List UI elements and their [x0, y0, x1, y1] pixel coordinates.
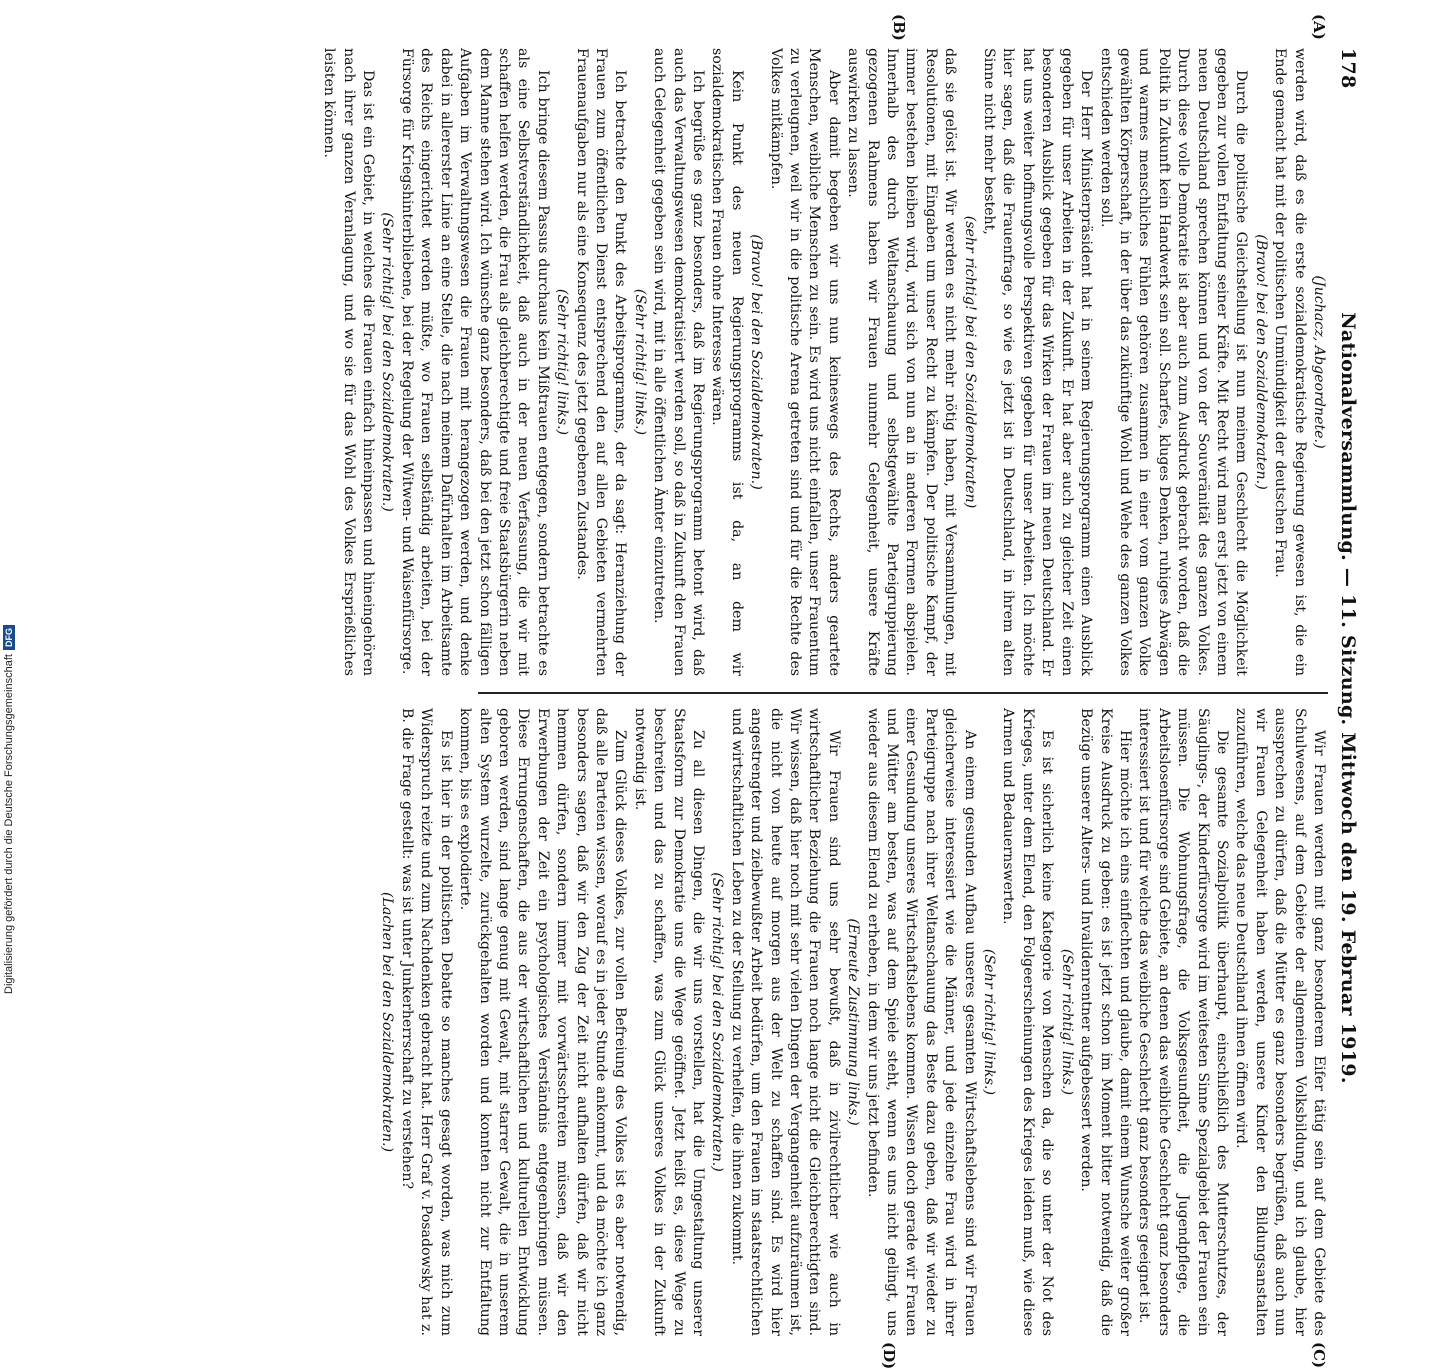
speech-paragraph: Hier möchte ich eins einflechten und glaube, damit einem Wunsche weiter großer Kreise Ausdruck zu geben: es ist jetzt schon im Moment bitter notwendig, daß die Bezüge unserer Alters- und Invalidenrentner aufgebessert werden.: [1078, 708, 1133, 1336]
speech-paragraph: Zu all diesen Dingen, die wir uns vorstellen, hat die Umgestaltung unserer Staatsform zur Demokratie uns die Wege geöffnet. Jetzt heißt es, diese Wege zu beschreiten und das zu schaffen, was zum Glück unseres Volkes in der Zukunft notwendig ist.: [631, 708, 706, 1336]
interjection-note: (Erneute Zustimmung links.): [845, 918, 862, 1126]
interjection-note: (Sehr richtig! links.): [554, 288, 571, 436]
interjection-note: (sehr richtig! bei den Sozialdemokraten): [961, 215, 978, 509]
speech-paragraph: werden wird, daß es die erste sozialdemokratische Regierung gewesen ist, die ein Ende gemacht hat mit der politischen Unmündigkeit der deutschen Frau.: [1272, 48, 1308, 676]
speech-paragraph: Wir Frauen werden mit ganz besonderem Eifer tätig sein auf dem Gebiete des Schulwesens, auf dem Gebiete der allgemeinen Volksbildung, und ich glaube, hier aussprechen zu dürfen, daß die Mütter es ganz besonders begrüßen, daß auch nun wir Frauen Gelegenheit haben werden, unsere Kinder den Bildungsanstalten zuzuführen, welche das neue Deutschland ihnen öffnen wird.: [1233, 708, 1327, 1336]
speech-paragraph: Ich bringe diesem Passus durchaus kein Mißtrauen entgegen, sondern betrachte es als eine Selbstverständlichkeit, daß auch in der neuen Verfassung, die wir mit schaffen helfen werden, die Frau als gleichberechtigte und freie Staatsbürgerin neben dem Manne stehen wird. Ich wünsche ganz besonders, daß bei den jetzt schon fälligen Aufgaben im Verwaltungswesen die Frauen mit herangezogen werden, und denke dabei in allererster Linie an eine Stelle, die nach meinem Dafürhalten im Arbeitsamte des Reichs eingerichtet werden müßte, wo Frauen selbständig arbeiten, bei der Fürsorge für Kriegshinterbliebene, bei der Regelung der Witwen- und Waisenfürsorge.: [398, 48, 551, 676]
margin-marker-c: (C): [1310, 1342, 1328, 1369]
margin-marker-a: (A): [1310, 14, 1328, 40]
margin-marker-d: (D): [880, 1342, 898, 1369]
speech-paragraph: Die gesamte Sozialpolitik überhaupt, einschließlich des Mutterschutzes, der Säuglings-, der Kinderfürsorge wird im weitesten Sinne Spezialgebiet der Frauen sein müssen. Die Wohnungsfrage, die Volksgesundheit, die Jugendpflege, die Arbeitslosenfürsorge sind Gebiete, an denen das weibliche Geschlecht ganz besonders interessiert ist und für welche das weibliche Geschlecht ganz besonders geeignet ist.: [1136, 708, 1230, 1336]
scanned-page-rotated: [321, 14, 1368, 1369]
interjection-note: (Lachen bei den Sozialdemokraten.): [379, 891, 396, 1153]
interjection-note: (Sehr richtig! bei den Sozialdemokraten.): [379, 212, 396, 512]
interjection-note: (Sehr richtig! links.): [1058, 948, 1075, 1096]
left-column: [321, 48, 1328, 676]
interjection-note: (Bravo! bei den Sozialdemokraten.): [1252, 234, 1269, 490]
speech-paragraph: Aber damit begeben wir uns nun keineswegs des Rechts, anders geartete Menschen, weibliche Menschen zu sein. Es wird uns nicht einfallen, unser Frauentum zu verleugnen, weil wir in die politische Arena getreten sind und für die Rechte des Volkes mitkämpfen.: [767, 48, 842, 676]
speech-paragraph: Durch die politische Gleichstellung ist nun meinem Geschlecht die Möglichkeit gegeben zur vollen Entfaltung seiner Kräfte. Mit Recht wird man erst jetzt von einem neuen Deutschland sprechen können und von der Souveränität des ganzen Volkes. Durch diese volle Demokratie ist aber auch zum Ausdruck gebracht worden, daß die Politik in Zukunft kein Handwerk sein soll. Scharfes, kluges Denken, ruhiges Abwägen und warmes menschliches Fühlen gehören zusammen in einer vom ganzen Volke gewählten Körperschaft, in der über das zukünftige Wohl und Wehe des ganzen Volkes entschieden werden soll.: [1097, 48, 1250, 676]
document-page: [321, 14, 1368, 1369]
speech-paragraph: Das ist ein Gebiet, in welches die Frauen einfach hineinpassen und hineingehören nach ihrer ganzen Veranlagung, und wo sie für das Wohl des Volkes Ersprießliches leisten können.: [321, 48, 377, 676]
column-divider: [478, 692, 1328, 694]
speech-paragraph: Kein Punkt des neuen Regierungsprogramms ist da, an dem wir sozialdemokratischen Frauen ohne Interesse wären.: [709, 48, 745, 676]
interjection-note: (Juchacz, Abgeordnete.): [1311, 275, 1327, 449]
speech-paragraph: An einem gesunden Aufbau unseres gesamten Wirtschaftslebens sind wir Frauen gleicherweise interessiert wie die Männer, und jede einzelne Frau wird in ihrer Parteigruppe nach ihrer Weltanschauung das Beste dazu geben, daß wir wieder zu einer Gesundung unseres Wirtschaftslebens kommen. Wissen doch gerade wir Frauen und Mütter am besten, was auf dem Spiele steht, wenn es uns nicht gelingt, uns wieder aus diesem Elend zu erheben, in dem wir uns jetzt befinden.: [864, 708, 978, 1336]
right-column: [379, 708, 1328, 1336]
interjection-note: (Sehr richtig! bei den Sozialdemokraten.): [709, 872, 726, 1172]
interjection-note: (Sehr richtig! links.): [981, 948, 998, 1096]
credit-text: Digitalisierung gefördert durch die Deutsche Forschungsgemeinschaft: [3, 654, 15, 994]
interjection-note: (Bravo! bei den Sozialdemokraten.): [748, 234, 765, 490]
speech-paragraph: Zum Glück dieses Volkes, zur vollen Befreiung des Volkes ist es aber notwendig, daß alle Parteien wissen, worauf es in jeder Stunde ankommt, und da möchte ich ganz besonders sagen, daß wir den Zug der Zeit nicht aufhalten dürfen, daß wir nicht hemmen dürfen, sondern immer mit vorwärtsschreiten müssen, daß wir den Erwerbungen der Zeit ein psychologisches Verständnis entgegenbringen müssen. Diese Errungenschaften, die aus der wirtschaftlichen und kulturellen Entwicklung geboren werden, sind lange genug mit Gewalt, mit starrer Gewalt, die in unserem alten System wurzelte, zurückgehalten worden und konnten nicht zur Entfaltung kommen, bis es explodierte.: [457, 708, 629, 1336]
dfg-logo: DFG: [3, 625, 15, 650]
interjection-note: (Sehr richtig! links.): [631, 288, 648, 436]
digitization-credit: [2, 596, 16, 994]
speech-paragraph: Der Herr Ministerpräsident hat in seinem Regierungsprogramm einen Ausblick gegeben für unser Arbeiten in der Zukunft. Er hat aber auch zu gleicher Zeit einen besonderen Ausblick gegeben für das Wirken der Frauen im neuen Deutschland. Er hat uns weiter hoffnungsvolle Perspektiven gegeben für unser Arbeiten. Ich möchte hier sagen, daß die Frauenfrage, so wie es jetzt ist in Deutschland, in ihrem alten Sinne nicht mehr besteht,: [981, 48, 1095, 676]
speech-paragraph: Es ist hier in der politischen Debatte so manches gesagt worden, was mich zum Widerspruch reizte und zum Nachdenken gebracht hat. Herr Graf v. Posadowsky hat z. B. die Frage gestellt: was ist unter Junkerherrschaft zu verstehen?: [398, 708, 454, 1336]
page-number: 178: [1337, 48, 1359, 89]
speech-paragraph: Wir Frauen sind uns sehr bewußt, daß in zivilrechtlicher wie auch in wirtschaftlicher Beziehung die Frauen noch lange nicht die Gleichberechtigten sind. Wir wissen, daß hier noch mit sehr vielen Dingen der Vergangenheit aufzuräumen ist, die nicht von heute auf morgen aus der Welt zu schaffen sind. Es wird hier angestrengter und zielbewußter Arbeit bedürfen, um den Frauen im staatsrechtlichen und wirtschaftlichen Leben zu der Stellung zu verhelfen, die ihnen zukommt.: [728, 708, 842, 1336]
speech-paragraph: Ich begrüße es ganz besonders, daß im Regierungsprogramm betont wird, daß auch das Verwaltungswesen demokratisiert werden soll, so daß in Zukunft den Frauen auch Gelegenheit gegeben sein wird, mit in alle öffentlichen Ämter einzutreten.: [651, 48, 706, 676]
speech-paragraph: Es ist sicherlich keine Kategorie von Menschen da, die so unter der Not des Krieges, unter dem Elend, den Folgeerscheinungen des Krieges leiden muß, wie diese Armen und Bedauernswerten.: [1000, 708, 1056, 1336]
page-header: [1334, 48, 1362, 1348]
margin-marker-b: (B): [890, 14, 908, 41]
speech-paragraph: daß sie gelöst ist. Wir werden es nicht mehr nötig haben, mit Versammlungen, mit Resolutionen, mit Eingaben um unser Recht zu kämpfen. Der politische Kampf, der immer bestehen bleiben wird, wird sich von nun an in anderen Formen abspielen. Innerhalb des durch Weltanschauung und selbstgewählte Parteigruppierung gezogenen Rahmens haben wir Frauen nunmehr Gelegenheit, unsere Kräfte auswirken zu lassen.: [845, 48, 959, 676]
speech-paragraph: Ich betrachte den Punkt des Arbeitsprogramms, der da sagt: Heranziehung der Frauen zum öffentlichen Dienst entsprechend den auf allen Gebieten vermehrten Frauenaufgaben nur als eine Konsequenz des jetzt gegebenen Zustandes.: [573, 48, 629, 676]
running-title: Nationalversammlung. — 11. Sitzung. Mittwoch den 19. Februar 1919.: [1337, 312, 1359, 1084]
